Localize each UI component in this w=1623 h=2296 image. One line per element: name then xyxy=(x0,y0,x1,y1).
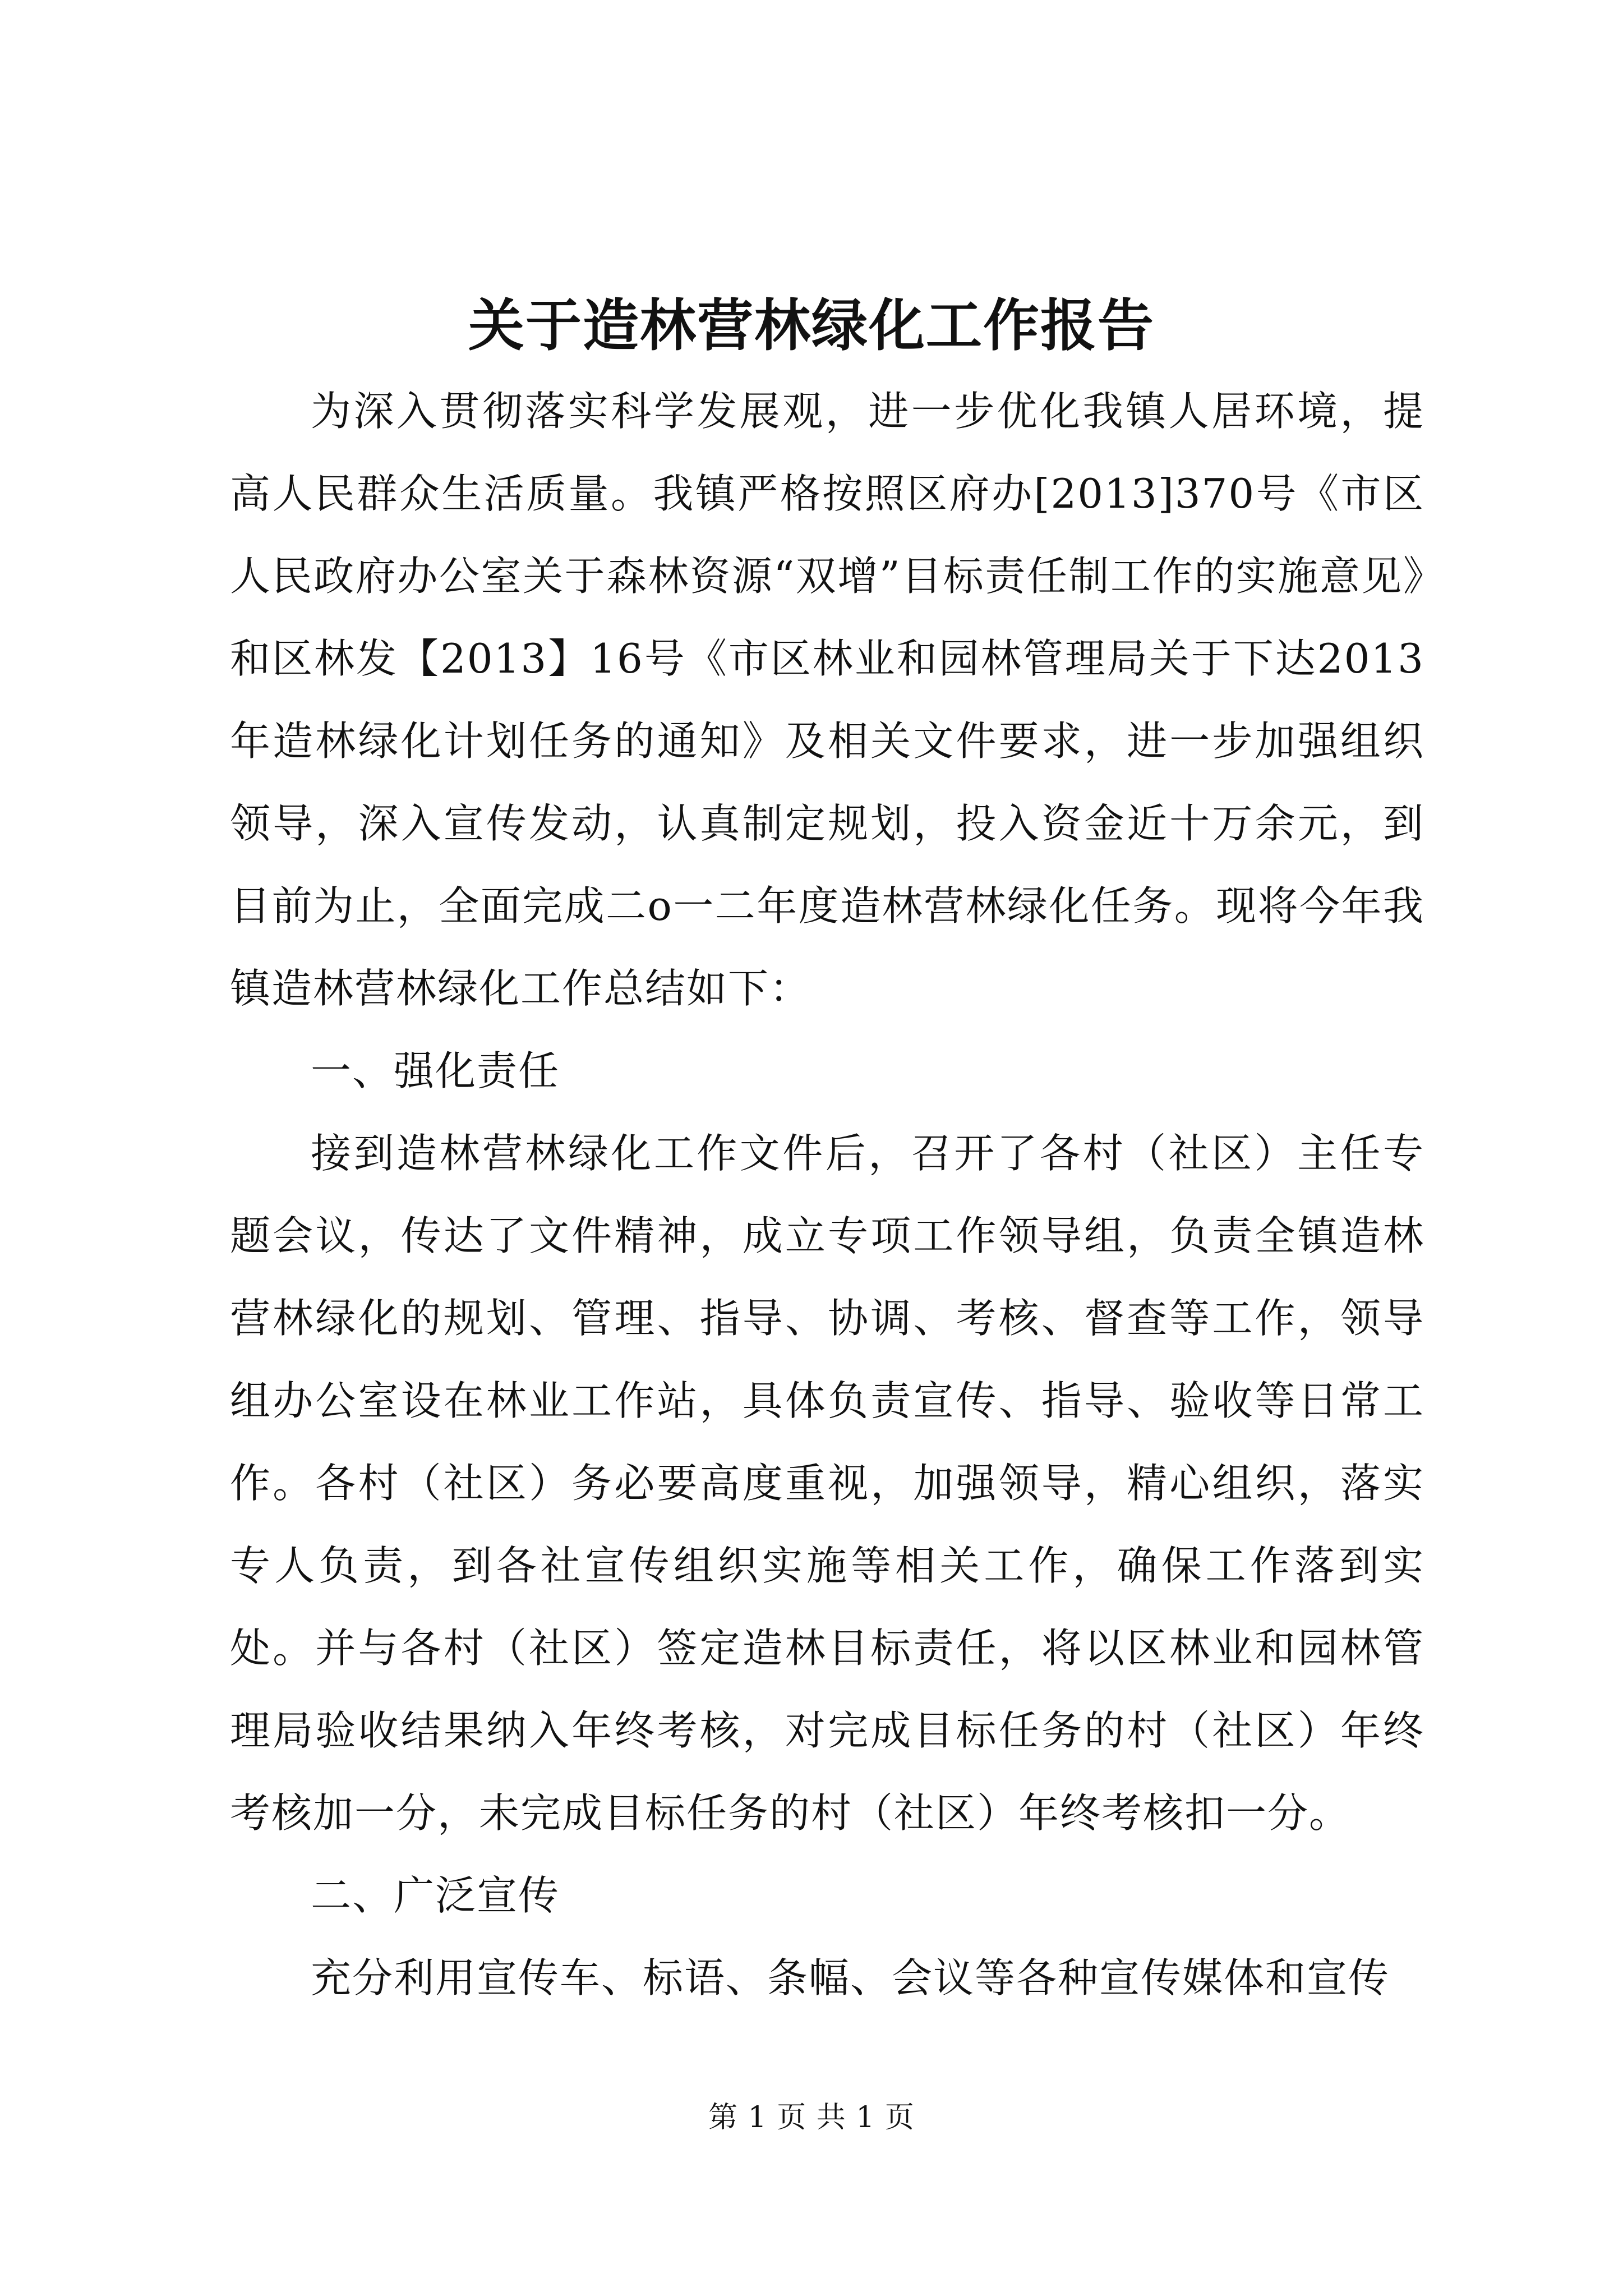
document-title: 关于造林营林绿化工作报告 xyxy=(468,292,1155,358)
paragraph-intro: 为深入贯彻落实科学发展观，进一步优化我镇人居环境，提高人民群众生活质量。我镇严格按照区府办[2013]370号《市区人民政府办公室关于森林资源“双增”目标责任制工作的实施意见》和区林发【2013】16号《市区林业和园林管理局关于下达2013年造林绿化计划任务的通知》及相关文件要求，进一步加强组织领导，深入宣传发动，认真制定规划，投入资金近十万余元，到目前为止，全面完成二o一二年度造林营林绿化任务。现将今年我镇造林营林绿化工作总结如下： xyxy=(230,388,1424,1012)
paragraph-section-1: 接到造林营林绿化工作文件后，召开了各村（社区）主任专题会议，传达了文件精神，成立专项工作领导组，负责全镇造林营林绿化的规划、管理、指导、协调、考核、督查等工作，领导组办公室设在林业工作站，具体负责宣传、指导、验收等日常工作。各村（社区）务必要高度重视，加强领导，精心组织，落实专人负责，到各社宣传组织实施等相关工作，确保工作落到实处。并与各村（社区）签定造林目标责任，将以区林业和园林管理局验收结果纳入年终考核，对完成目标任务的村（社区）年终考核加一分，未完成目标任务的村（社区）年终考核扣一分。 xyxy=(230,1130,1424,1837)
section-heading-2: 二、广泛宣传 xyxy=(311,1872,560,1919)
paragraph-section-2: 充分利用宣传车、标语、条幅、会议等各种宣传媒体和宣传 xyxy=(311,1954,1390,2001)
section-heading-1: 一、强化责任 xyxy=(311,1047,560,1094)
page-footer: 第 1 页 共 1 页 xyxy=(708,2101,915,2134)
document-body xyxy=(230,370,1424,2019)
